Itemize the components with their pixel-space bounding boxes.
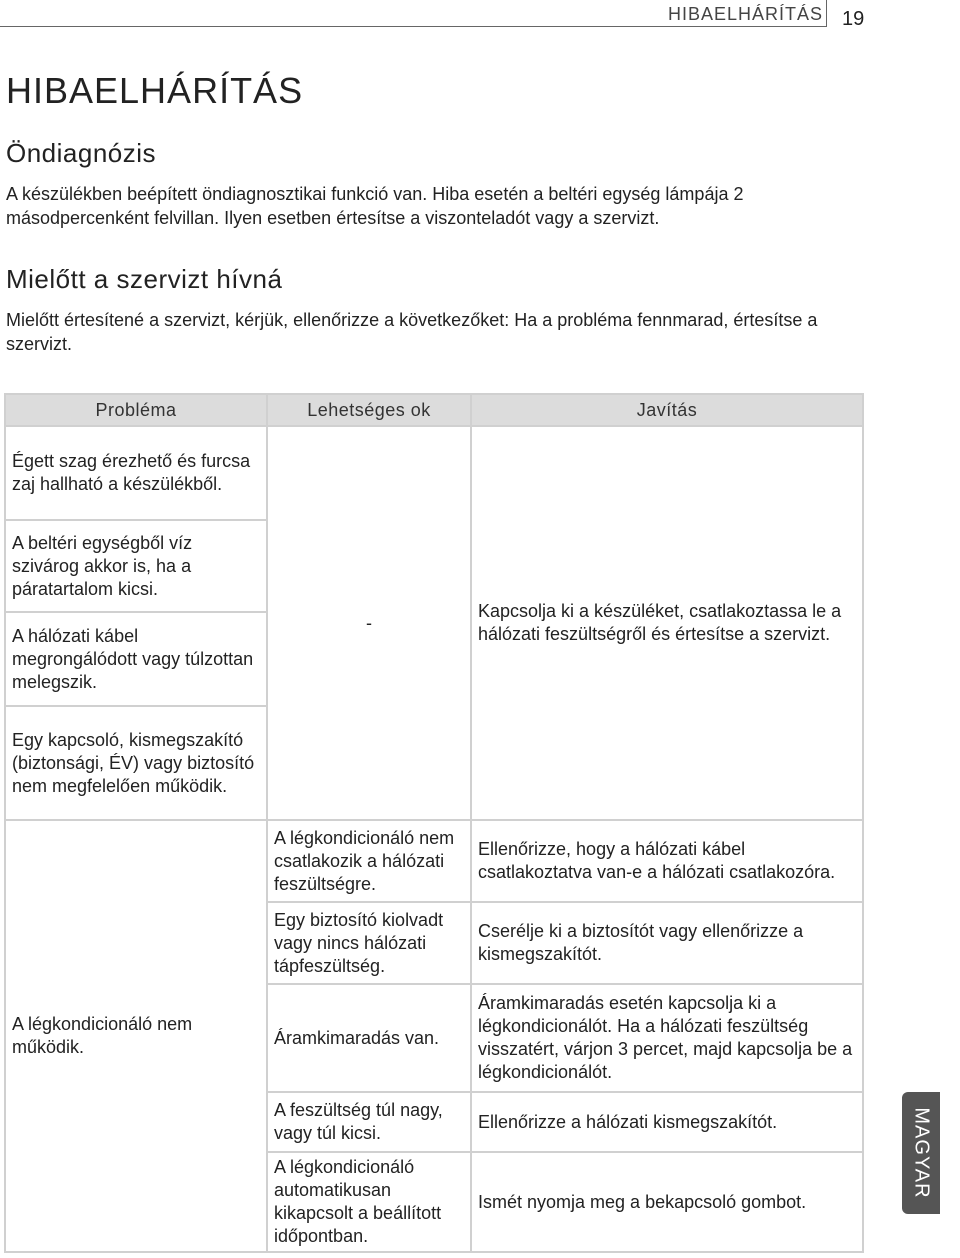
table-row [5,820,863,902]
language-tab [902,1092,940,1214]
before-service-text: Mielőtt értesítené a szervizt, kérjük, ellenőrizze a következőket: Ha a probléma fennmarad, értesítse a szervizt. [6,310,818,354]
fix-cell: Ismét nyomja meg a bekapcsoló gombot. [471,1152,863,1252]
fix-cell: Kapcsolja ki a készüléket, csatlakoztassa le a hálózati feszültségről és értesítse a szervizt. [471,426,863,820]
cause-cell: A légkondicionáló automatikusan kikapcsolt a beállított időpontban. [267,1152,471,1252]
cause-cell: A feszültség túl nagy, vagy túl kicsi. [267,1092,471,1152]
self-diagnosis-text: A készülékben beépített öndiagnosztikai funkció van. Hiba esetén a beltéri egység lámpája 2 másodpercenként felvillan. Ilyen esetben értesítse a viszonteladót vagy a szervizt. [6,184,744,228]
header-fix: Javítás [471,394,863,426]
problem-cell: A beltéri egységből víz szivárog akkor is, ha a páratartalom kicsi. [5,520,267,612]
self-diagnosis-heading: Öndiagnózis [6,138,157,168]
problem-cell: A légkondicionáló nem működik. [5,820,267,1252]
troubleshooting-table [4,393,864,1253]
header-divider [826,0,827,27]
fix-cell: Cserélje ki a biztosítót vagy ellenőrizze a kismegszakítót. [471,902,863,984]
cause-cell: A légkondicionáló nem csatlakozik a hálózati feszültségre. [267,820,471,902]
cause-cell: - [267,426,471,820]
problem-cell: Égett szag érezhető és furcsa zaj hallható a készülékből. [5,426,267,520]
page-title: HIBAELHÁRÍTÁS [6,70,304,111]
table-row [5,426,863,520]
problem-cell: Egy kapcsoló, kismegszakító (biztonsági, ÉV) vagy biztosító nem megfelelően működik. [5,706,267,820]
problem-cell: A hálózati kábel megrongálódott vagy túlzottan melegszik. [5,612,267,706]
header-rule [0,26,826,27]
cause-cell: Áramkimaradás van. [267,984,471,1092]
page-number: 19 [842,8,865,30]
cause-cell: Egy biztosító kiolvadt vagy nincs hálózati tápfeszültség. [267,902,471,984]
fix-cell: Ellenőrizze, hogy a hálózati kábel csatlakoztatva van-e a hálózati csatlakozóra. [471,820,863,902]
running-header-section: HIBAELHÁRÍTÁS [668,4,824,24]
table-header-row [5,394,863,426]
header-problem: Probléma [5,394,267,426]
language-tab-label: MAGYAR [910,1107,933,1199]
header-cause: Lehetséges ok [267,394,471,426]
fix-cell: Áramkimaradás esetén kapcsolja ki a légkondicionálót. Ha a hálózati feszültség visszatért, várjon 3 percet, majd kapcsolja be a légkondicionálót. [471,984,863,1092]
fix-cell: Ellenőrizze a hálózati kismegszakítót. [471,1092,863,1152]
before-service-heading: Mielőtt a szervizt hívná [6,264,283,294]
